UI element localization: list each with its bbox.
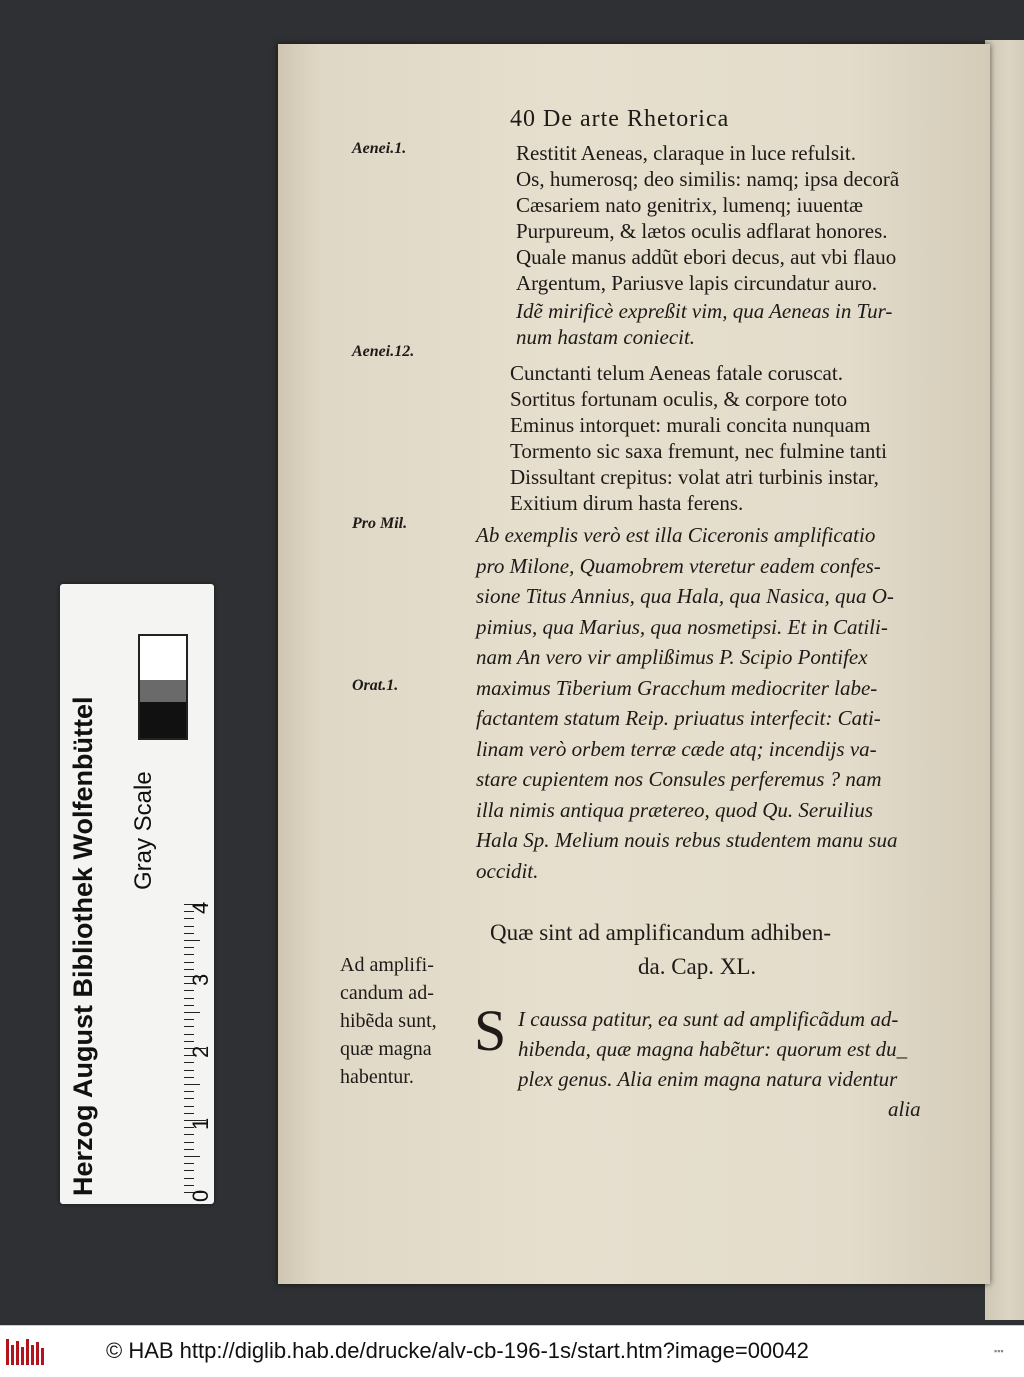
ruler-tick [184, 1098, 194, 1099]
ruler-number: 4 [188, 901, 213, 914]
prose-line: Idẽ mirificè expreßit vim, qua Aeneas in Tur- [516, 299, 893, 323]
side-note-line: Ad amplifi- [340, 954, 434, 976]
ruler-tick [184, 1163, 194, 1164]
ruler-tick [184, 1034, 194, 1035]
ruler-tick [184, 947, 194, 948]
ruler-tick [184, 1012, 200, 1013]
prose-line: alia [888, 1097, 921, 1121]
prose-line: pro Milone, Quamobrem vteretur eadem confes- [476, 553, 881, 578]
prose-line: occidit. [476, 858, 539, 883]
prose-line: num hastam coniecit. [516, 325, 696, 349]
swatch-white [138, 634, 188, 682]
ruler-tick [184, 1091, 194, 1092]
verse-line: Eminus intorquet: murali concita nunquam [510, 413, 871, 437]
ruler-tick [184, 1070, 194, 1071]
prose-line: plex genus. Alia enim magna natura videntur [518, 1067, 898, 1091]
scale-title: Herzog August Bibliothek Wolfenbüttel [68, 696, 98, 1196]
verse-line: Quale manus addũt ebori decus, aut vbi flauo [516, 245, 897, 269]
book-page [278, 44, 990, 1284]
hab-logo-icon [6, 1337, 46, 1367]
copyright-url: © HAB http://diglib.hab.de/drucke/alv-cb-196-1s/start.htm?image=00042 [106, 1338, 809, 1363]
prose-line: Ab exemplis verò est illa Ciceronis amplificatio [476, 523, 876, 547]
prose-line: maximus Tiberium Gracchum mediocriter labe- [476, 675, 878, 700]
adjacent-page-edge [985, 40, 1024, 1320]
ruler-tick [184, 1178, 194, 1179]
ruler-tick [184, 1142, 194, 1143]
prose-line: sione Titus Annius, qua Hala, qua Nasica, qua O- [476, 584, 894, 608]
ruler-tick [184, 1041, 194, 1042]
side-note-line: hibẽda sunt, [340, 1010, 437, 1032]
prose-line: I caussa patitur, ea sunt ad amplificãdum ad- [518, 1007, 899, 1031]
margin-reference: Pro Mil. [352, 515, 408, 532]
side-note-line: candum ad- [340, 982, 434, 1004]
margin-reference: Aenei.12. [352, 343, 415, 360]
small-corner-icon: ▪▪▪ [994, 1346, 1004, 1356]
ruler-tick [184, 918, 194, 919]
prose-line: linam verò orbem terræ cæde atq; incendijs va- [476, 736, 877, 761]
ruler-tick [184, 962, 194, 963]
verse-line: Sortitus fortunam oculis, & corpore toto [510, 387, 848, 411]
ruler-tick [184, 926, 194, 927]
page-header: 40 De arte Rhetorica [510, 106, 730, 132]
ruler-tick [184, 933, 194, 934]
verse-line: Tormento sic saxa fremunt, nec fulmine tanti [510, 439, 887, 463]
ruler-tick [184, 940, 200, 941]
verse-line: Restitit Aeneas, claraque in luce refulsit. [516, 141, 856, 165]
ruler-tick [184, 1156, 200, 1157]
prose-line: illa nimis antiqua prætereo, quod Qu. Seruilius [476, 797, 874, 822]
ruler-tick [184, 1019, 194, 1020]
drop-cap: S [474, 998, 507, 1063]
verse-line: Os, humerosq; deo similis: namq; ipsa decorã [516, 167, 900, 191]
ruler-tick [184, 1170, 194, 1171]
verse-line: Dissultant crepitus: volat atri turbinis instar, [510, 465, 879, 489]
prose-line: hibenda, quæ magna habẽtur: quorum est du_ [518, 1037, 908, 1061]
prose-line: pimius, qua Marius, qua nosmetipsi. Et in Catili- [476, 614, 888, 639]
ruler-tick [184, 1005, 194, 1006]
scale-label: Gray Scale [130, 771, 157, 890]
ruler-tick [184, 990, 194, 991]
prose-line: factantem statum Reip. priuatus interfecit: Cati- [476, 706, 881, 730]
swatch-black [138, 702, 188, 740]
ruler-tick [184, 1106, 194, 1107]
verse-line: Exitium dirum hasta ferens. [510, 491, 744, 515]
side-note-line: quæ magna [340, 1038, 432, 1060]
side-note-line: habentur. [340, 1066, 414, 1088]
ruler-tick [184, 1149, 194, 1150]
ruler-tick [184, 1062, 194, 1063]
ruler-number: 3 [188, 973, 213, 986]
chapter-title-line-1: Quæ sint ad amplificandum adhiben- [490, 920, 832, 945]
verse-line: Cæsariem nato genitrix, lumenq; iuuentæ [516, 193, 864, 217]
swatch-gray [138, 680, 188, 704]
verse-line: Argentum, Pariusve lapis circundatur auro. [516, 271, 878, 295]
ruler-tick [184, 998, 194, 999]
ruler-tick [184, 1077, 194, 1078]
ruler-number: 1 [188, 1117, 213, 1130]
ruler-tick [184, 1113, 194, 1114]
chapter-title-line-2: da. Cap. XL. [638, 954, 757, 979]
prose-line: Hala Sp. Melium nouis rebus studentem manu sua [476, 828, 898, 852]
ruler-tick [184, 969, 194, 970]
ruler-tick [184, 1134, 194, 1135]
gray-scale-card [60, 584, 214, 1204]
verse-line: Purpureum, & lætos oculis adflarat honores. [516, 219, 888, 243]
ruler-tick [184, 1185, 194, 1186]
ruler-number: 2 [188, 1045, 213, 1058]
margin-reference: Orat.1. [352, 677, 399, 694]
ruler-number: 0 [188, 1189, 213, 1202]
ruler-tick [184, 954, 194, 955]
margin-reference: Aenei.1. [352, 140, 407, 157]
verse-line: Cunctanti telum Aeneas fatale coruscat. [510, 361, 843, 385]
ruler-tick [184, 1026, 194, 1027]
prose-line: nam An vero vir amplißimus P. Scipio Pontifex [476, 645, 868, 669]
prose-line: stare cupientem nos Consules perferemus ? nam [476, 767, 882, 791]
ruler-tick [184, 1084, 200, 1085]
